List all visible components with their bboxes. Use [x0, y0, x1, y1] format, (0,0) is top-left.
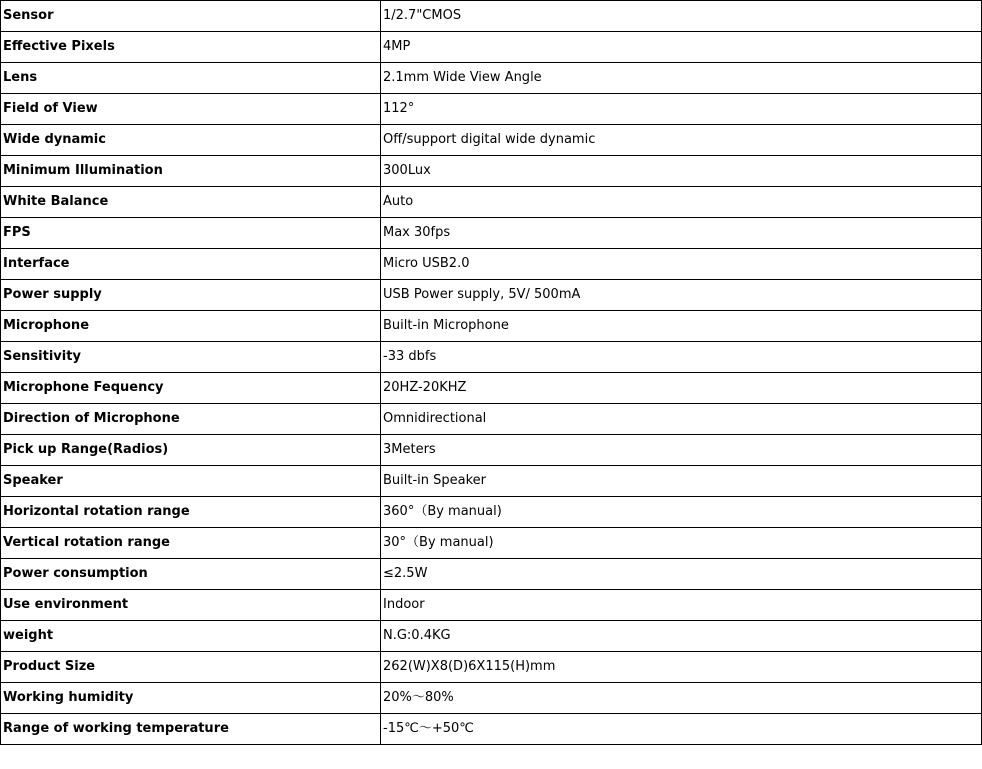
table-row: [1, 528, 982, 559]
spec-value: Off/support digital wide dynamic: [381, 125, 982, 156]
spec-value: N.G:0.4KG: [381, 621, 982, 652]
table-row: [1, 621, 982, 652]
spec-value: 4MP: [381, 32, 982, 63]
spec-label: Working humidity: [1, 683, 381, 714]
spec-label: Effective Pixels: [1, 32, 381, 63]
spec-value: 262(W)X8(D)6X115(H)mm: [381, 652, 982, 683]
table-row: [1, 590, 982, 621]
spec-value: 3Meters: [381, 435, 982, 466]
spec-label: Sensor: [1, 1, 381, 32]
table-row: [1, 404, 982, 435]
spec-label: weight: [1, 621, 381, 652]
spec-value: 360°（By manual): [381, 497, 982, 528]
spec-value: 300Lux: [381, 156, 982, 187]
table-row: [1, 559, 982, 590]
table-row: [1, 311, 982, 342]
table-row: [1, 497, 982, 528]
spec-label: FPS: [1, 218, 381, 249]
spec-label: Speaker: [1, 466, 381, 497]
spec-label: Power consumption: [1, 559, 381, 590]
spec-value: 112°: [381, 94, 982, 125]
table-row: [1, 466, 982, 497]
spec-label: Wide dynamic: [1, 125, 381, 156]
spec-label: Product Size: [1, 652, 381, 683]
table-row: [1, 342, 982, 373]
spec-value: Micro USB2.0: [381, 249, 982, 280]
spec-label: Direction of Microphone: [1, 404, 381, 435]
table-row: [1, 156, 982, 187]
spec-value: Omnidirectional: [381, 404, 982, 435]
spec-table-body: [1, 1, 982, 745]
spec-value: Auto: [381, 187, 982, 218]
table-row: [1, 373, 982, 404]
spec-value: Max 30fps: [381, 218, 982, 249]
spec-value: -15℃～+50℃: [381, 714, 982, 745]
spec-value: -33 dbfs: [381, 342, 982, 373]
table-row: [1, 125, 982, 156]
spec-value: 20HZ-20KHZ: [381, 373, 982, 404]
table-row: [1, 218, 982, 249]
table-row: [1, 714, 982, 745]
spec-value: Built-in Speaker: [381, 466, 982, 497]
spec-label: Sensitivity: [1, 342, 381, 373]
spec-label: Horizontal rotation range: [1, 497, 381, 528]
table-row: [1, 652, 982, 683]
spec-label: Microphone: [1, 311, 381, 342]
spec-label: Field of View: [1, 94, 381, 125]
spec-label: White Balance: [1, 187, 381, 218]
spec-value: 2.1mm Wide View Angle: [381, 63, 982, 94]
spec-label: Lens: [1, 63, 381, 94]
table-row: [1, 63, 982, 94]
spec-value: USB Power supply, 5V/ 500mA: [381, 280, 982, 311]
spec-label: Range of working temperature: [1, 714, 381, 745]
table-row: [1, 32, 982, 63]
table-row: [1, 683, 982, 714]
spec-label: Microphone Fequency: [1, 373, 381, 404]
table-row: [1, 1, 982, 32]
spec-value: 20%～80%: [381, 683, 982, 714]
spec-value: Built-in Microphone: [381, 311, 982, 342]
spec-label: Vertical rotation range: [1, 528, 381, 559]
spec-label: Pick up Range(Radios): [1, 435, 381, 466]
spec-value: 30°（By manual): [381, 528, 982, 559]
table-row: [1, 94, 982, 125]
spec-label: Use environment: [1, 590, 381, 621]
table-row: [1, 435, 982, 466]
table-row: [1, 249, 982, 280]
spec-label: Interface: [1, 249, 381, 280]
spec-label: Minimum Illumination: [1, 156, 381, 187]
spec-value: 1/2.7"CMOS: [381, 1, 982, 32]
spec-value: Indoor: [381, 590, 982, 621]
spec-label: Power supply: [1, 280, 381, 311]
table-row: [1, 280, 982, 311]
spec-value: ≤2.5W: [381, 559, 982, 590]
table-row: [1, 187, 982, 218]
